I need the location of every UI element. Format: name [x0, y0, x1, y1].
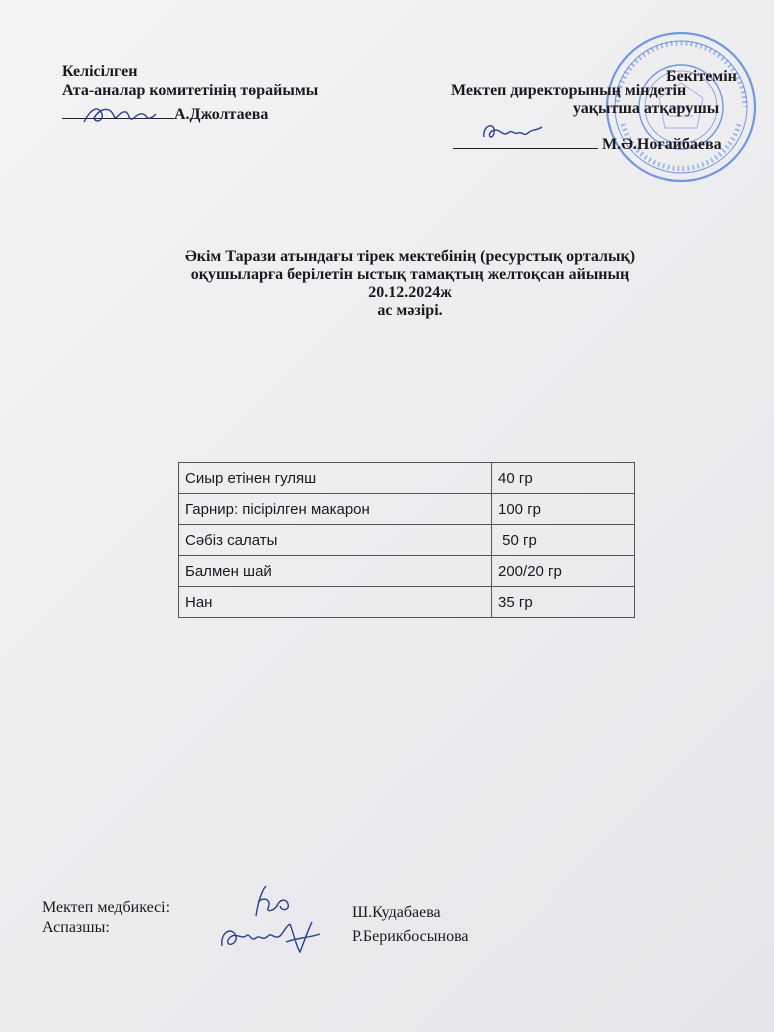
director-position-line1: Мектеп директорының міндетін [451, 82, 687, 99]
dish-cell: Сиыр етінен гуляш [179, 463, 492, 494]
title-line-4: ас мәзірі. [377, 302, 443, 319]
cook-signature-icon [216, 916, 328, 962]
agreed-label: Келісілген [62, 63, 138, 80]
dish-cell: Гарнир: пісірілген макарон [179, 494, 492, 525]
parents-committee-position: Ата-аналар комитетінің төрайымы [62, 82, 319, 99]
table-row [179, 463, 635, 494]
left-signature-icon [80, 100, 160, 130]
right-signatory-name: М.Ә.Ноғайбаева [602, 136, 722, 153]
nurse-name: Ш.Кудабаева [352, 904, 441, 921]
nurse-label: Мектеп медбикесі: [42, 899, 171, 916]
director-position-line2: уақытша атқарушы [573, 100, 720, 117]
table-row [179, 587, 635, 618]
cook-label: Аспазшы: [42, 919, 110, 936]
right-signature-icon [478, 115, 548, 147]
table-row [179, 556, 635, 587]
document-title [60, 248, 760, 320]
dish-cell: Нан [179, 587, 492, 618]
table-row [179, 494, 635, 525]
amount-cell: 40 гр [492, 463, 635, 494]
dish-cell: Балмен шай [179, 556, 492, 587]
amount-cell: 100 гр [492, 494, 635, 525]
amount-cell: 200/20 гр [492, 556, 635, 587]
title-line-1: Әкім Тарази атындағы тірек мектебінің (ресурстық орталық) [184, 248, 636, 265]
table-row [179, 525, 635, 556]
menu-table [178, 462, 635, 618]
cook-name: Р.Берикбосынова [352, 928, 469, 945]
left-signatory-name: А.Джолтаева [174, 106, 269, 123]
title-line-2: оқушыларға берілетін ыстық тамақтың желтоқсан айының [190, 266, 630, 283]
amount-cell: 50 гр [492, 525, 635, 556]
approved-label: Бекітемін [666, 68, 737, 85]
title-line-3: 20.12.2024ж [368, 284, 452, 301]
amount-cell: 35 гр [492, 587, 635, 618]
dish-cell: Сәбіз салаты [179, 525, 492, 556]
